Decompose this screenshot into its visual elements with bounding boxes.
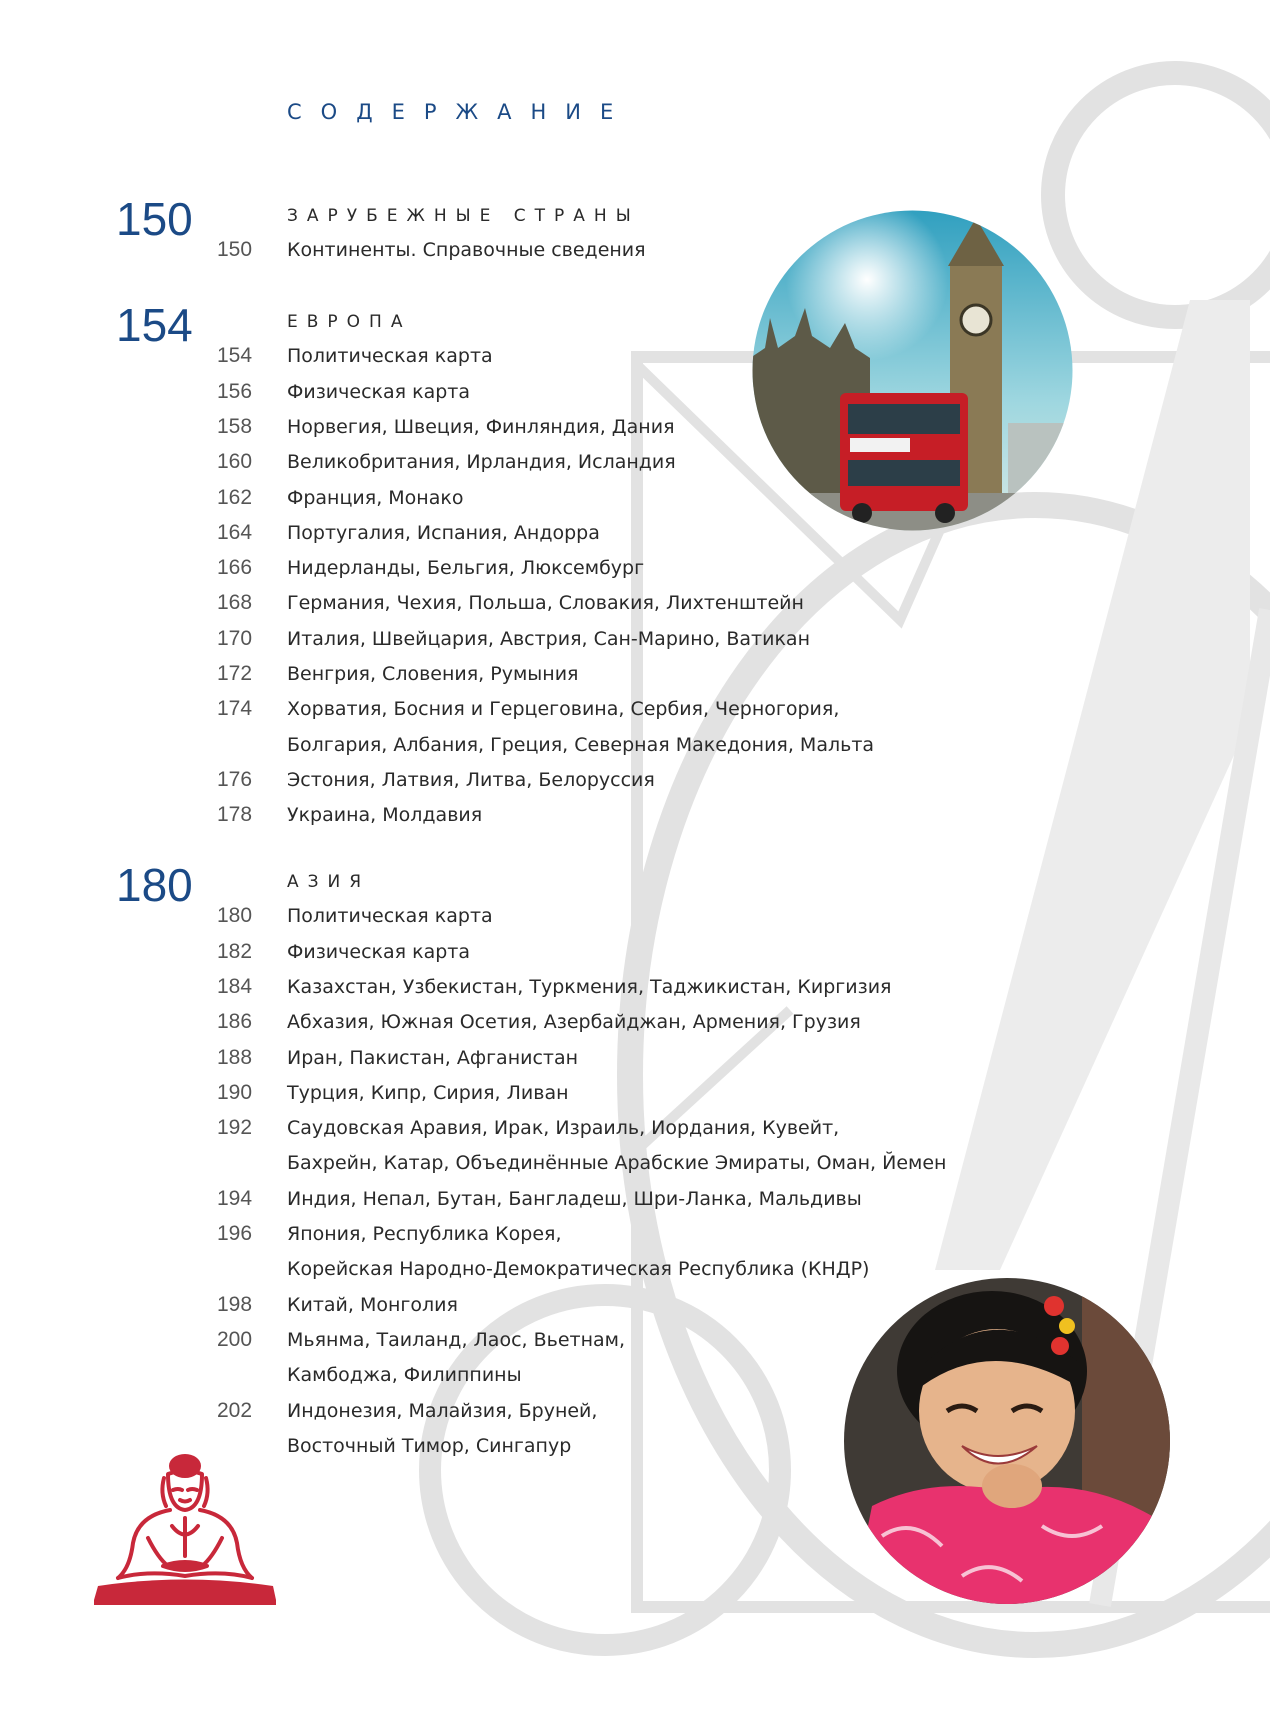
entry-page-number: 182 (217, 939, 253, 963)
entry-page-number: 194 (217, 1186, 253, 1210)
entry-page-number: 174 (217, 697, 253, 721)
entry-title: Политическая карта (287, 345, 493, 368)
entry-page-number: 176 (217, 767, 253, 791)
entry-page-number: 172 (217, 662, 253, 685)
entry-page-number: 200 (217, 1327, 253, 1351)
entry-title: Венгрия, Словения, Румыния (287, 663, 579, 685)
entry-title: Турция, Кипр, Сирия, Ливан (287, 1081, 569, 1104)
entry-title: Физическая карта (287, 940, 470, 963)
entry-title: Болгария, Албания, Греция, Северная Македония, Мальта (287, 733, 875, 756)
entry-page-number: 170 (217, 626, 253, 650)
entry-title: Великобритания, Ирландия, Исландия (287, 451, 676, 474)
entry-title: Китай, Монголия (287, 1293, 458, 1316)
entry-page-number: 164 (217, 520, 253, 544)
london-bus-photo (750, 208, 1075, 533)
page-title: СОДЕРЖАНИЕ (287, 100, 633, 124)
section-page-number: 150 (116, 193, 193, 245)
entry-page-number: 180 (217, 904, 253, 928)
entry-page-number: 166 (217, 556, 253, 580)
entry-page-number: 196 (217, 1222, 253, 1245)
entry-title: Германия, Чехия, Польша, Словакия, Лихтенштейн (287, 592, 804, 615)
entry-title: Нидерланды, Бельгия, Люксембург (287, 557, 645, 580)
entry-title: Камбоджа, Филиппины (287, 1364, 522, 1387)
entry-page-number: 186 (217, 1010, 253, 1034)
entry-page-number: 202 (217, 1398, 253, 1422)
entry-page-number: 178 (217, 803, 253, 827)
entry-title: Индонезия, Малайзия, Бруней, (287, 1399, 598, 1422)
entry-title: Восточный Тимор, Сингапур (287, 1434, 572, 1457)
entry-title: Индия, Непал, Бутан, Бангладеш, Шри-Ланка, Мальдивы (287, 1187, 862, 1210)
entry-title: Япония, Республика Корея, (287, 1223, 562, 1245)
entry-page-number: 158 (217, 414, 253, 438)
section-heading: ЗАРУБЕЖНЫЕ СТРАНЫ (287, 206, 640, 226)
buddha-illustration (88, 1448, 283, 1608)
section-heading: АЗИЯ (287, 872, 371, 892)
section-page-number: 154 (116, 299, 193, 351)
entry-title: Абхазия, Южная Осетия, Азербайджан, Армения, Грузия (287, 1011, 861, 1034)
entry-page-number: 168 (217, 591, 253, 615)
entry-page-number: 156 (217, 379, 253, 403)
section-page-number: 180 (116, 859, 193, 911)
entry-title: Норвегия, Швеция, Финляндия, Дания (287, 415, 675, 438)
section-heading: ЕВРОПА (287, 312, 412, 332)
entry-title: Континенты. Справочные сведения (287, 239, 646, 262)
entry-title: Саудовская Аравия, Ирак, Израиль, Иордания, Кувейт, (287, 1117, 840, 1140)
entry-title: Португалия, Испания, Андорра (287, 521, 600, 544)
entry-title: Эстония, Латвия, Литва, Белоруссия (287, 768, 655, 791)
entry-title: Украина, Молдавия (287, 804, 483, 827)
entry-title: Италия, Швейцария, Австрия, Сан-Марино, Ватикан (287, 627, 810, 650)
entry-title: Политическая карта (287, 905, 493, 928)
entry-page-number: 190 (217, 1080, 253, 1104)
entry-title: Франция, Монако (287, 486, 464, 509)
entry-page-number: 160 (217, 450, 253, 474)
entry-page-number: 188 (217, 1045, 253, 1069)
entry-title: Бахрейн, Катар, Объединённые Арабские Эмираты, Оман, Йемен (287, 1152, 947, 1175)
entry-title: Иран, Пакистан, Афганистан (287, 1046, 579, 1069)
entry-page-number: 184 (217, 974, 253, 998)
entry-title: Корейская Народно-Демократическая Республика (КНДР) (287, 1258, 870, 1281)
entry-page-number: 192 (217, 1116, 253, 1140)
entry-title: Казахстан, Узбекистан, Туркмения, Таджикистан, Киргизия (287, 975, 892, 998)
entry-page-number: 162 (217, 485, 253, 509)
entry-title: Физическая карта (287, 380, 470, 403)
girl-in-kimono-photo (842, 1276, 1172, 1606)
entry-title: Мьянма, Таиланд, Лаос, Вьетнам, (287, 1328, 626, 1351)
entry-page-number: 198 (217, 1292, 253, 1316)
entry-page-number: 150 (217, 238, 253, 262)
entry-title: Хорватия, Босния и Герцеговина, Сербия, Черногория, (287, 698, 840, 721)
entry-page-number: 154 (217, 344, 253, 368)
